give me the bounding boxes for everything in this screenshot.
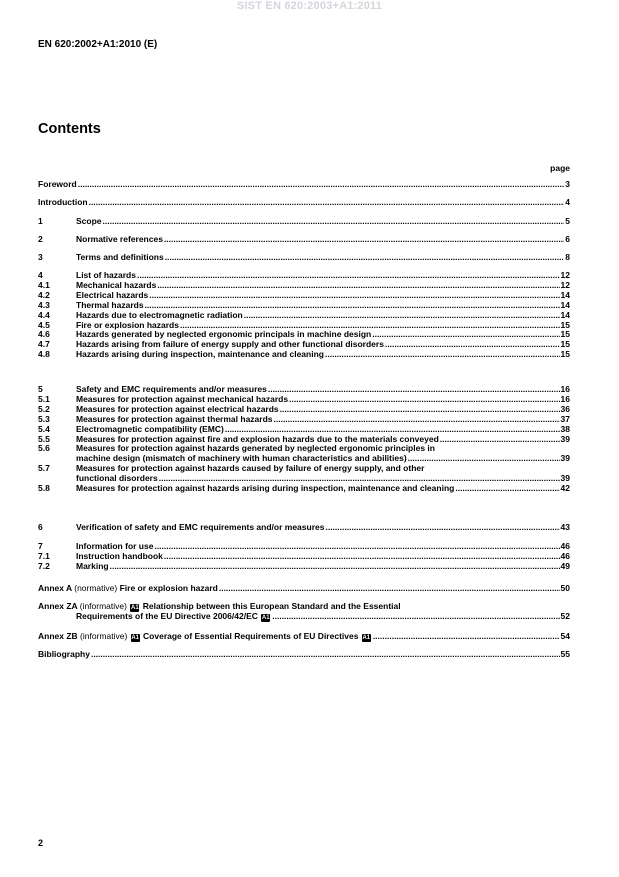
toc-entry-5[interactable]: 5 Safety and EMC requirements and/or measures ..... 16 <box>38 385 570 395</box>
toc-entry-4-8[interactable]: 4.8 Hazards arising during inspection, maintenance and cleaning ..... 15 <box>38 350 570 360</box>
amendment-end-icon: A1 <box>362 635 371 641</box>
document-reference: EN 620:2002+A1:2010 (E) <box>38 39 158 50</box>
toc-entry-bibliography[interactable]: Bibliography ..... 55 <box>38 650 570 660</box>
toc-entry-annex-za[interactable]: Annex ZA (informative) A1 Relationship between this European Standard and the Essential <box>38 601 401 611</box>
toc-block-annex-zb <box>38 632 570 642</box>
toc-block-6 <box>38 523 570 533</box>
toc-entry-annex-zb[interactable]: Annex ZB (informative) A1 Coverage of Essential Requirements of EU Directives A1 ..... 54 <box>38 632 570 642</box>
toc-block-annex-za <box>38 602 570 622</box>
toc-entry-4-1[interactable]: 4.1 Mechanical hazards ..... 12 <box>38 281 570 291</box>
amendment-start-icon: A1 <box>131 605 139 611</box>
amendment-start-icon: A1 <box>131 635 139 641</box>
toc-block-4 <box>38 271 570 360</box>
toc-entry-5-7-cont[interactable]: functional disorders ..... 39 <box>38 474 570 484</box>
toc-entry-7[interactable]: 7 Information for use ..... 46 <box>38 542 570 552</box>
page-number: 2 <box>38 838 44 848</box>
toc-block-7 <box>38 542 570 572</box>
toc-entry-2[interactable]: 2 Normative references ..... 6 <box>38 235 570 245</box>
toc-entry-5-6-cont[interactable]: machine design (mismatch of machinery with human characteristics and abilities) ..... 39 <box>38 454 570 464</box>
toc-block-intro <box>38 198 570 208</box>
page-column-label: page <box>550 163 570 173</box>
toc-entry-annex-za-cont[interactable]: Requirements of the EU Directive 2006/42/EC A1 ..... 52 <box>38 612 570 622</box>
toc-entry-introduction[interactable]: Introduction ..... 4 <box>38 198 570 208</box>
toc-entry-7-2[interactable]: 7.2 Marking ..... 49 <box>38 562 570 572</box>
toc-block-3 <box>38 253 570 263</box>
toc-entry-7-1[interactable]: 7.1 Instruction handbook ..... 46 <box>38 552 570 562</box>
toc-entry-4-4[interactable]: 4.4 Hazards due to electromagnetic radiation ..... 14 <box>38 311 570 321</box>
toc-entry-5-2[interactable]: 5.2 Measures for protection against electrical hazards ..... 36 <box>38 405 570 415</box>
toc-entry-6[interactable]: 6 Verification of safety and EMC requirements and/or measures ..... 43 <box>38 523 570 533</box>
toc-entry-5-6[interactable]: 5.6 Measures for protection against hazards generated by neglected ergonomic principles in <box>38 443 435 454</box>
toc-block-bibliography <box>38 650 570 660</box>
toc-block-front <box>38 180 570 190</box>
toc-block-1 <box>38 217 570 227</box>
toc-entry-5-1[interactable]: 5.1 Measures for protection against mechanical hazards ..... 16 <box>38 395 570 405</box>
toc-entry-1[interactable]: 1 Scope ..... 5 <box>38 217 570 227</box>
toc-entry-4-7[interactable]: 4.7 Hazards arising from failure of energy supply and other functional disorders ..... 15 <box>38 340 570 350</box>
toc-block-annex-a <box>38 584 570 594</box>
toc-entry-5-8[interactable]: 5.8 Measures for protection against hazards arising during inspection, maintenance and cleaning ..... 42 <box>38 484 570 494</box>
page-title: Contents <box>38 121 101 137</box>
toc-entry-4[interactable]: 4 List of hazards ..... 12 <box>38 271 570 281</box>
toc-entry-4-6[interactable]: 4.6 Hazards generated by neglected ergonomic principals in machine design ..... 15 <box>38 330 570 340</box>
toc-entry-foreword[interactable]: Foreword ..... 3 <box>38 180 570 190</box>
amendment-end-icon: A1 <box>261 615 270 621</box>
toc-entry-annex-a[interactable]: Annex A (normative) Fire or explosion hazard ..... 50 <box>38 584 570 594</box>
toc-entry-5-4[interactable]: 5.4 Electromagnetic compatibility (EMC) ..... 38 <box>38 425 570 435</box>
watermark: SIST EN 620:2003+A1:2011 <box>236 0 383 12</box>
toc-entry-3[interactable]: 3 Terms and definitions ..... 8 <box>38 253 570 263</box>
toc-entry-5-5[interactable]: 5.5 Measures for protection against fire and explosion hazards due to the materials conveyed ..... 39 <box>38 435 570 445</box>
toc-entry-5-7[interactable]: 5.7 Measures for protection against hazards caused by failure of energy supply, and other <box>38 463 425 474</box>
toc-block-2 <box>38 235 570 245</box>
toc-entry-4-2[interactable]: 4.2 Electrical hazards ..... 14 <box>38 291 570 301</box>
toc-block-5 <box>38 385 570 494</box>
toc-entry-4-3[interactable]: 4.3 Thermal hazards ..... 14 <box>38 301 570 311</box>
toc-entry-5-3[interactable]: 5.3 Measures for protection against thermal hazards ..... 37 <box>38 415 570 425</box>
toc-entry-4-5[interactable]: 4.5 Fire or explosion hazards ..... 15 <box>38 321 570 331</box>
